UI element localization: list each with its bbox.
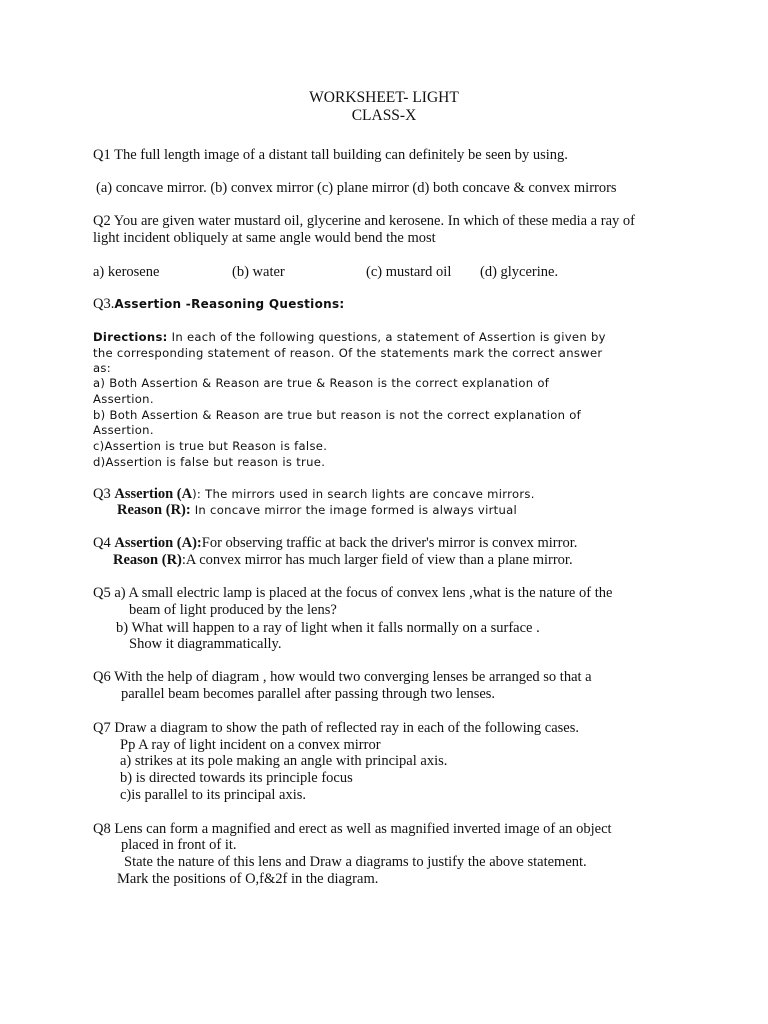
q8-line4: Mark the positions of O,f&2f in the diagram. xyxy=(117,871,379,887)
q4-assertion-label: Assertion (A): xyxy=(114,535,202,551)
q3-heading-prefix: Q3. xyxy=(93,296,115,312)
q5-line4: Show it diagrammatically. xyxy=(129,636,282,652)
q8-line3: State the nature of this lens and Draw a diagrams to justify the above statement. xyxy=(124,854,587,870)
q7-line3: a) strikes at its pole making an angle with principal axis. xyxy=(120,753,448,769)
q3-reason-text: In concave mirror the image formed is always virtual xyxy=(190,503,518,517)
q4-reason-text: :A convex mirror has much larger field of view than a plane mirror. xyxy=(181,552,573,568)
directions-option-c: c)Assertion is true but Reason is false. xyxy=(93,439,328,453)
q1-question: Q1 The full length image of a distant tall building can definitely be seen by using. xyxy=(93,147,568,163)
q6-line2: parallel beam becomes parallel after passing through two lenses. xyxy=(121,686,496,702)
q4-prefix: Q4 xyxy=(93,535,115,551)
q3-assertion-label: Assertion (A xyxy=(114,486,193,502)
q5-line2: beam of light produced by the lens? xyxy=(129,602,337,618)
q5-line1: Q5 a) A small electric lamp is placed at the focus of convex lens ,what is the nature of the xyxy=(93,585,613,601)
q4-assertion xyxy=(93,535,577,551)
q8-line2: placed in front of it. xyxy=(121,837,237,853)
q3-assertion xyxy=(93,486,535,502)
q4-reason-label: Reason (R) xyxy=(113,552,182,568)
q3-assertion-text: ): The mirrors used in search lights are concave mirrors. xyxy=(192,487,535,501)
q7-line4: b) is directed towards its principle focus xyxy=(120,770,353,786)
q7-line2: Pp A ray of light incident on a convex mirror xyxy=(120,737,381,753)
q3-heading xyxy=(93,296,345,312)
page-title: WORKSHEET- LIGHT xyxy=(309,89,459,106)
directions-line3: as: xyxy=(93,361,111,375)
directions-option-b-line1: b) Both Assertion & Reason are true but reason is not the correct explanation of xyxy=(93,408,582,422)
directions-line1 xyxy=(93,329,606,345)
directions-text: In each of the following questions, a statement of Assertion is given by xyxy=(167,330,606,344)
directions-option-a-line2: Assertion. xyxy=(93,392,154,406)
q2-option-c: (c) mustard oil xyxy=(366,264,452,280)
q2-option-b: (b) water xyxy=(232,264,285,280)
q4-reason xyxy=(113,552,573,568)
directions-option-d: d)Assertion is false but reason is true. xyxy=(93,455,326,469)
q3-reason-label: Reason (R): xyxy=(117,502,191,518)
directions-option-b-line2: Assertion. xyxy=(93,423,154,437)
q7-line5: c)is parallel to its principal axis. xyxy=(120,787,307,803)
directions-line2: the corresponding statement of reason. Of the statements mark the correct answer xyxy=(93,346,603,360)
q3-heading-title: Assertion -Reasoning Questions: xyxy=(114,297,345,311)
q2-option-d: (d) glycerine. xyxy=(480,264,559,280)
q8-line1: Q8 Lens can form a magnified and erect as well as magnified inverted image of an object xyxy=(93,821,612,837)
q3-prefix: Q3 xyxy=(93,486,115,502)
q2-line2: light incident obliquely at same angle would bend the most xyxy=(93,230,436,246)
q7-line1: Q7 Draw a diagram to show the path of reflected ray in each of the following cases. xyxy=(93,720,579,736)
q1-options: (a) concave mirror. (b) convex mirror (c) plane mirror (d) both concave & convex mirrors xyxy=(96,180,617,196)
directions-option-a-line1: a) Both Assertion & Reason are true & Reason is the correct explanation of xyxy=(93,376,550,390)
q4-assertion-text: For observing traffic at back the driver's mirror is convex mirror. xyxy=(201,535,578,551)
q3-reason xyxy=(117,502,517,518)
q2-option-a: a) kerosene xyxy=(93,264,160,280)
q5-line3: b) What will happen to a ray of light when it falls normally on a surface . xyxy=(116,620,540,636)
page-subtitle: CLASS-X xyxy=(351,107,417,124)
q6-line1: Q6 With the help of diagram , how would two converging lenses be arranged so that a xyxy=(93,669,592,685)
directions-label: Directions: xyxy=(93,330,168,344)
q2-line1: Q2 You are given water mustard oil, glycerine and kerosene. In which of these media a ray of xyxy=(93,213,635,229)
